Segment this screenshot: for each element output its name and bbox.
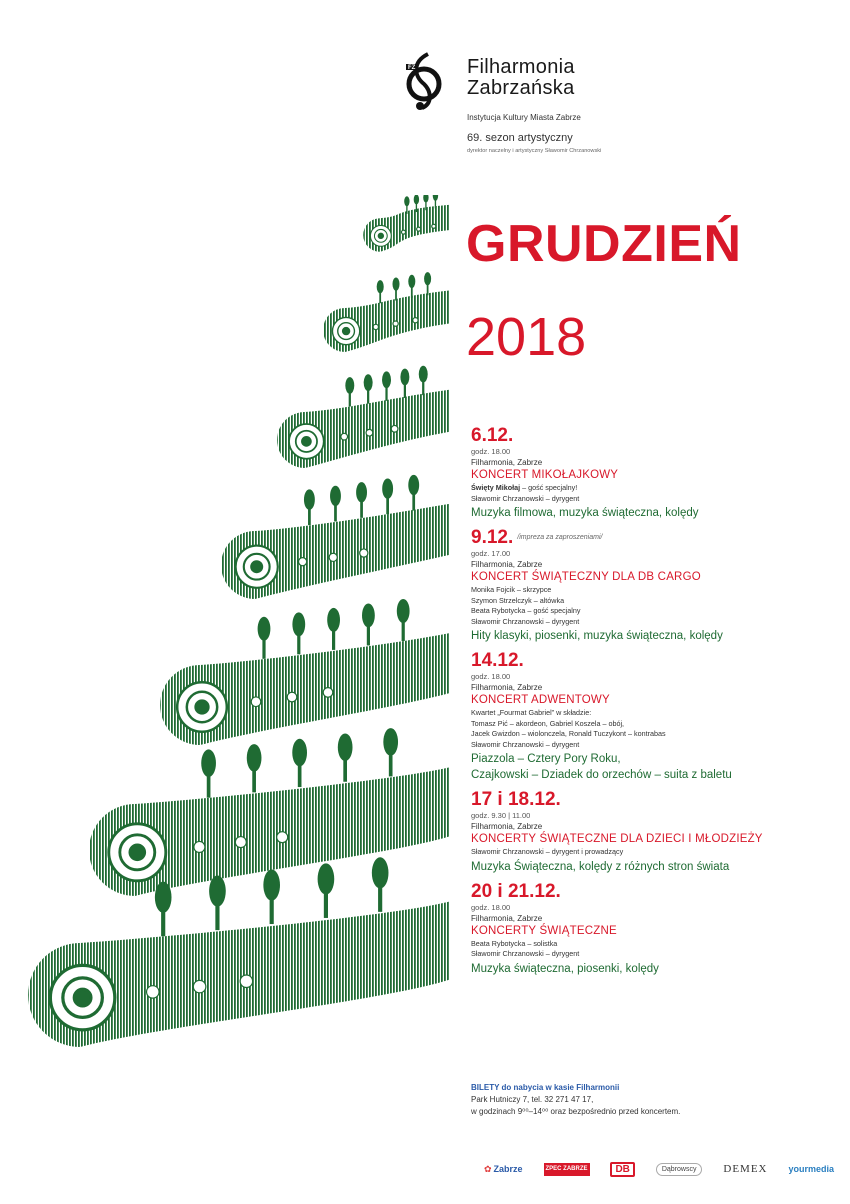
tickets-heading: BILETY do nabycia w kasie Filharmonii xyxy=(471,1083,620,1092)
season-label: 69. sezon artystyczny xyxy=(467,132,573,144)
event-item xyxy=(471,650,841,783)
event-venue: Filharmonia, Zabrze xyxy=(471,822,543,832)
event-performer: Sławomir Chrzanowski – dyrygent xyxy=(471,739,580,749)
violin-scroll-tier xyxy=(323,272,450,352)
event-program: Hity klasyki, piosenki, muzyka świąteczna, kolędy xyxy=(471,630,723,643)
event-time: godz. 18.00 xyxy=(471,672,511,682)
event-title: KONCERTY ŚWIĄTECZNE xyxy=(471,924,617,937)
event-date: 6.12. xyxy=(471,425,514,446)
event-item xyxy=(471,527,841,644)
event-program: Muzyka świąteczna, piosenki, kolędy xyxy=(471,962,659,975)
event-program: Muzyka Świąteczna, kolędy z różnych stron świata xyxy=(471,860,730,873)
treble-clef-logo-icon xyxy=(402,50,450,112)
director-label: dyrektor naczelny i artystyczny Sławomir Chrzanowski xyxy=(467,148,602,154)
org-line-2: Zabrzańska xyxy=(467,77,575,99)
sponsor-yourmedia-logo: yourmedia xyxy=(788,1164,834,1174)
event-performer: Sławomir Chrzanowski – dyrygent i prowadzący xyxy=(471,847,624,857)
event-note: /impreza za zaproszeniami/ xyxy=(517,534,603,541)
event-venue: Filharmonia, Zabrze xyxy=(471,458,543,467)
event-date: 20 i 21.12. xyxy=(471,880,561,902)
event-item xyxy=(471,425,841,521)
events-list xyxy=(471,425,841,983)
sponsor-db-logo: DB xyxy=(610,1162,634,1177)
sponsor-dabrowscy-logo: Dąbrowscy xyxy=(656,1163,703,1176)
event-time: godz. 9.30 | 11.00 xyxy=(471,811,531,821)
violin-scroll-tier xyxy=(28,857,450,1047)
tickets-address: Park Hutniczy 7, tel. 32 271 47 17, xyxy=(471,1095,594,1104)
event-venue: Filharmonia, Zabrze xyxy=(471,913,543,923)
violin-scroll-tier xyxy=(221,475,450,599)
violin-scroll-tier xyxy=(160,599,450,745)
event-title: KONCERT ŚWIĄTECZNY DLA DB CARGO xyxy=(471,571,701,584)
sponsor-zpec-logo: ZPEC ZABRZE xyxy=(544,1163,590,1176)
violin-scroll-tier xyxy=(363,195,450,252)
violin-scroll-tier xyxy=(277,366,450,468)
event-performer: Kwartet „Fourmat Gabriel” w składzie: xyxy=(471,708,592,718)
event-program: Muzyka filmowa, muzyka świąteczna, kolędy xyxy=(471,507,699,519)
year-title: 2018 xyxy=(466,307,587,367)
event-performer: Jacek Gwizdon – wiolonczela, Ronald Tuczykont – kontrabas xyxy=(471,729,666,739)
org-line-1: Filharmonia xyxy=(467,56,575,78)
event-performer: Święty Mikołaj – gość specjalny! xyxy=(471,483,578,492)
svg-text:FZ: FZ xyxy=(408,65,416,71)
event-item xyxy=(471,881,841,977)
event-title: KONCERTY ŚWIĄTECZNE DLA DZIECI I MŁODZIEŻY xyxy=(471,833,763,846)
event-program: Piazzola – Cztery Pory Roku, Czajkowski – Dziadek do orzechów – suita z baletu xyxy=(471,753,732,782)
event-date: 14.12. xyxy=(471,650,524,672)
event-performer: Szymon Strzelczyk – altówka xyxy=(471,595,565,605)
event-performer: Tomasz Pić – akordeon, Gabriel Koszela – obój, xyxy=(471,718,625,728)
sponsors-bar xyxy=(484,1156,834,1182)
event-time: godz. 18.00 xyxy=(471,902,511,912)
event-performer: Beata Rybotycka – solistka xyxy=(471,938,558,948)
sponsor-zabrze-logo: ✿ Zabrze xyxy=(484,1163,523,1174)
institution-label: Instytucja Kultury Miasta Zabrze xyxy=(467,113,581,122)
violin-scroll-tree-illustration xyxy=(0,195,460,1075)
tickets-hours: w godzinach 9⁰⁰–14⁰⁰ oraz bezpośrednio przed koncertem. xyxy=(471,1107,681,1116)
event-date: 17 i 18.12. xyxy=(471,789,561,811)
tickets-info xyxy=(471,1082,680,1118)
event-performer: Sławomir Chrzanowski – dyrygent xyxy=(471,949,580,959)
event-item xyxy=(471,789,841,875)
organization-name xyxy=(467,57,575,99)
event-title: KONCERT ADWENTOWY xyxy=(471,694,610,707)
event-date: 9.12. xyxy=(471,527,514,549)
event-time: godz. 18.00 xyxy=(471,447,511,456)
event-title: KONCERT MIKOŁAJKOWY xyxy=(471,469,619,481)
event-venue: Filharmonia, Zabrze xyxy=(471,683,543,693)
event-performer: Monika Fojcik – skrzypce xyxy=(471,585,552,595)
event-performer: Sławomir Chrzanowski – dyrygent xyxy=(471,616,580,626)
event-time: godz. 17.00 xyxy=(471,549,511,559)
event-performer: Beata Rybotycka – gość specjalny xyxy=(471,606,581,616)
event-venue: Filharmonia, Zabrze xyxy=(471,560,543,570)
event-performer: Sławomir Chrzanowski – dyrygent xyxy=(471,493,580,503)
sponsor-demex-logo: DEMEX xyxy=(723,1163,768,1175)
month-title: GRUDZIEŃ xyxy=(466,215,742,273)
